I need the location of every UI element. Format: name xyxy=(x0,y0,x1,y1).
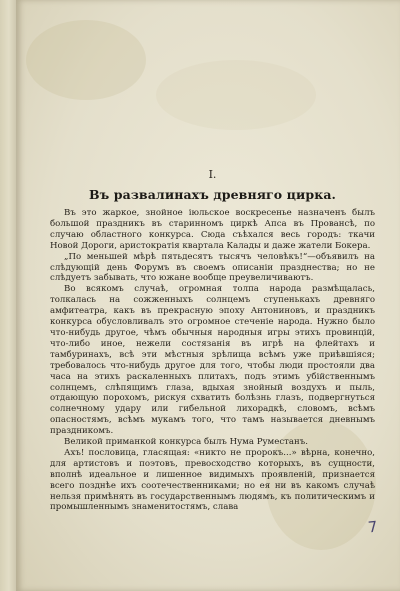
paragraph: Во всякомъ случаѣ, огромная толпа народа размѣщалась, толкалась на сожженныхъ солнцемъ ступенькахъ древняго амфитеатра, какъ въ прекрасную эпоху Антониновъ, и праздникъ конкурса обусловливалъ это огромное стеченіе народа. Нужно было что-нибудь другое, чѣмъ обычныя народныя игры этихъ провинцій, что-либо иное, нежели состязанія въ игрѣ на флейтахъ и тамбуринахъ, всѣ эти мѣстныя зрѣлища всѣмъ уже приѣвшіяся; требовалось что-нибудь другое для того, чтобы люди простояли два часа на этихъ раскаленныхъ плитахъ, подъ этимъ убійственнымъ солнцемъ, слѣпящимъ глаза, вдыхая знойный воздухъ и пыль, отдающую порохомъ, рискуя схватить болѣзнь глазъ, подвергнуться солнечному удару или гибельной лихорадкѣ, словомъ, всѣмъ опасностямъ, всѣмъ мукамъ того, что тамъ называется дневнымъ праздникомъ. xyxy=(50,284,375,437)
handwritten-page-mark: 7 xyxy=(367,517,379,537)
chapter-title: Въ развалинахъ древняго цирка. xyxy=(89,187,336,202)
chapter-number: I. xyxy=(208,168,217,181)
paper-stain xyxy=(156,60,316,130)
paragraph: „По меньшей мѣрѣ пятьдесятъ тысячъ человѣкъ!“—объявилъ на слѣдующій день Форумъ въ своемъ описаніи празднества; но не слѣдуетъ забывать, что южане вообще преувеличиваютъ. xyxy=(50,251,375,284)
paragraph: Въ это жаркое, знойное іюльское воскресенье назначенъ былъ большой праздникъ въ старинномъ циркѣ Апса въ Провансѣ, по случаю областного конкурса. Сюда съѣхался весь городъ: ткачи Новой Дороги, аристократія квартала Калады и даже жатели Бокера. xyxy=(50,208,375,251)
paragraph: Ахъ! пословица, гласящая: «никто не пророкъ...» вѣрна, конечно, для артистовъ и поэтовъ, превосходство которыхъ, въ сущности, вполнѣ идеальное и лишенное видимыхъ проявленій, признается всего позднѣе ихъ соотечественниками; но ея ни въ какомъ случаѣ нельзя примѣнять въ государственнымъ людямъ, къ политическимъ и промышленнымъ знаменитостямъ, слава xyxy=(50,447,375,513)
paragraph: Великой приманкой конкурса былъ Нума Руместанъ. xyxy=(64,437,308,448)
paper-stain xyxy=(26,20,146,100)
page-text xyxy=(50,168,375,513)
